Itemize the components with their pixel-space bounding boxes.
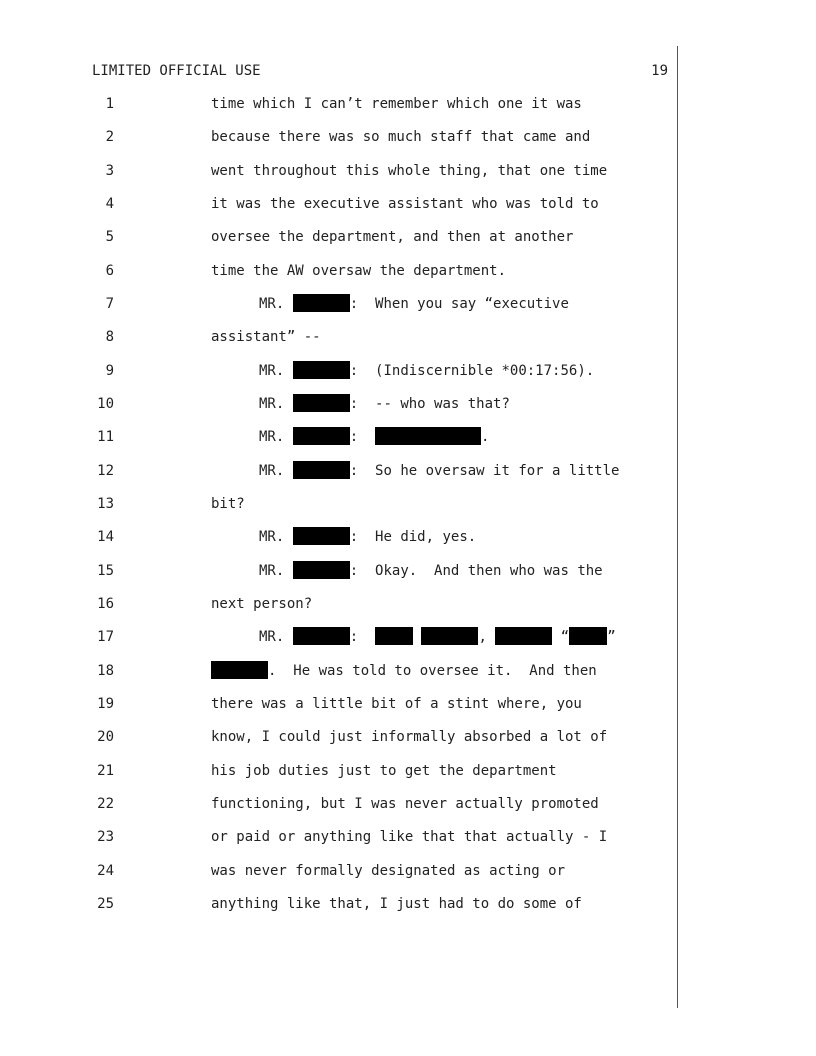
quote-open: “	[552, 629, 570, 645]
redaction-block	[293, 394, 350, 412]
line-number: 21	[97, 763, 114, 779]
redaction-block	[211, 661, 268, 679]
line-text: time the AW oversaw the department.	[211, 263, 507, 279]
line-text: assistant” --	[211, 329, 321, 345]
speaker-line	[259, 361, 594, 381]
redaction-block	[293, 461, 350, 479]
line-number: 15	[97, 563, 114, 579]
speaker-separator: :	[349, 429, 376, 445]
line-number: 10	[97, 396, 114, 412]
line-text: know, I could just informally absorbed a lot of	[211, 729, 608, 745]
right-margin-rule	[677, 46, 678, 1008]
line-number: 17	[97, 629, 114, 645]
speaker-separator: :	[349, 296, 376, 312]
speaker-line	[259, 427, 489, 447]
line-number: 3	[105, 163, 114, 179]
line-text: anything like that, I just had to do some of	[211, 896, 582, 912]
redaction-block	[495, 627, 552, 645]
speaker-line	[259, 394, 510, 414]
redaction-block	[375, 627, 413, 645]
speaker-separator: :	[349, 463, 376, 479]
redaction-block	[293, 294, 350, 312]
line-number: 16	[97, 596, 114, 612]
line-text: time which I can’t remember which one it was	[211, 96, 582, 112]
speaker-line	[259, 627, 616, 647]
speaker-separator: :	[349, 396, 376, 412]
speaker-line	[259, 294, 569, 314]
line-number: 25	[97, 896, 114, 912]
speaker-title: MR.	[259, 463, 285, 479]
speaker-title: MR.	[259, 629, 285, 645]
line-text: (Indiscernible *00:17:56).	[375, 363, 595, 379]
redaction-block	[569, 627, 607, 645]
speaker-title: MR.	[259, 529, 285, 545]
line-text: .	[481, 429, 490, 445]
speaker-line	[259, 527, 476, 547]
line-text: Okay. And then who was the	[375, 563, 603, 579]
line-text: it was the executive assistant who was told to	[211, 196, 599, 212]
speaker-separator: :	[349, 363, 376, 379]
line-number: 7	[105, 296, 114, 312]
line-number: 1	[105, 96, 114, 112]
line-text: next person?	[211, 596, 313, 612]
speaker-title: MR.	[259, 296, 285, 312]
redacted-line	[211, 661, 597, 681]
line-text: or paid or anything like that that actually - I	[211, 829, 608, 845]
redaction-block	[293, 561, 350, 579]
line-text: When you say “executive	[375, 296, 569, 312]
page-number: 19	[651, 63, 668, 79]
line-number: 2	[105, 129, 114, 145]
line-text: went throughout this whole thing, that one time	[211, 163, 608, 179]
redaction-block	[293, 361, 350, 379]
redaction-block	[293, 627, 350, 645]
redaction-block	[293, 427, 350, 445]
speaker-line	[259, 461, 619, 481]
line-number: 4	[105, 196, 114, 212]
line-number: 6	[105, 263, 114, 279]
redaction-block	[375, 427, 481, 445]
line-text: So he oversaw it for a little	[375, 463, 620, 479]
line-number: 14	[97, 529, 114, 545]
speaker-separator: :	[349, 563, 376, 579]
line-number: 19	[97, 696, 114, 712]
classification-marking: LIMITED OFFICIAL USE	[92, 63, 261, 79]
speaker-title: MR.	[259, 563, 285, 579]
line-text: was never formally designated as acting or	[211, 863, 566, 879]
line-text: bit?	[211, 496, 245, 512]
line-number: 5	[105, 229, 114, 245]
line-text: He did, yes.	[375, 529, 477, 545]
line-number: 24	[97, 863, 114, 879]
line-number: 12	[97, 463, 114, 479]
speaker-title: MR.	[259, 396, 285, 412]
quote-close: ”	[607, 629, 616, 645]
speaker-separator: :	[349, 529, 376, 545]
line-number: 23	[97, 829, 114, 845]
line-number: 22	[97, 796, 114, 812]
speaker-line	[259, 561, 603, 581]
line-text: because there was so much staff that came and	[211, 129, 591, 145]
line-number: 20	[97, 729, 114, 745]
line-text: oversee the department, and then at another	[211, 229, 574, 245]
line-number: 13	[97, 496, 114, 512]
line-number: 9	[105, 363, 114, 379]
line-number: 18	[97, 663, 114, 679]
line-text: his job duties just to get the department	[211, 763, 557, 779]
speaker-title: MR.	[259, 363, 285, 379]
line-number: 11	[97, 429, 114, 445]
speaker-title: MR.	[259, 429, 285, 445]
line-text: . He was told to oversee it. And then	[268, 663, 597, 679]
speaker-separator: :	[349, 629, 376, 645]
line-text: -- who was that?	[375, 396, 510, 412]
line-text: functioning, but I was never actually promoted	[211, 796, 599, 812]
redaction-block	[421, 627, 478, 645]
comma-separator: ,	[478, 629, 496, 645]
redaction-block	[293, 527, 350, 545]
line-number: 8	[105, 329, 114, 345]
line-text: there was a little bit of a stint where, you	[211, 696, 582, 712]
